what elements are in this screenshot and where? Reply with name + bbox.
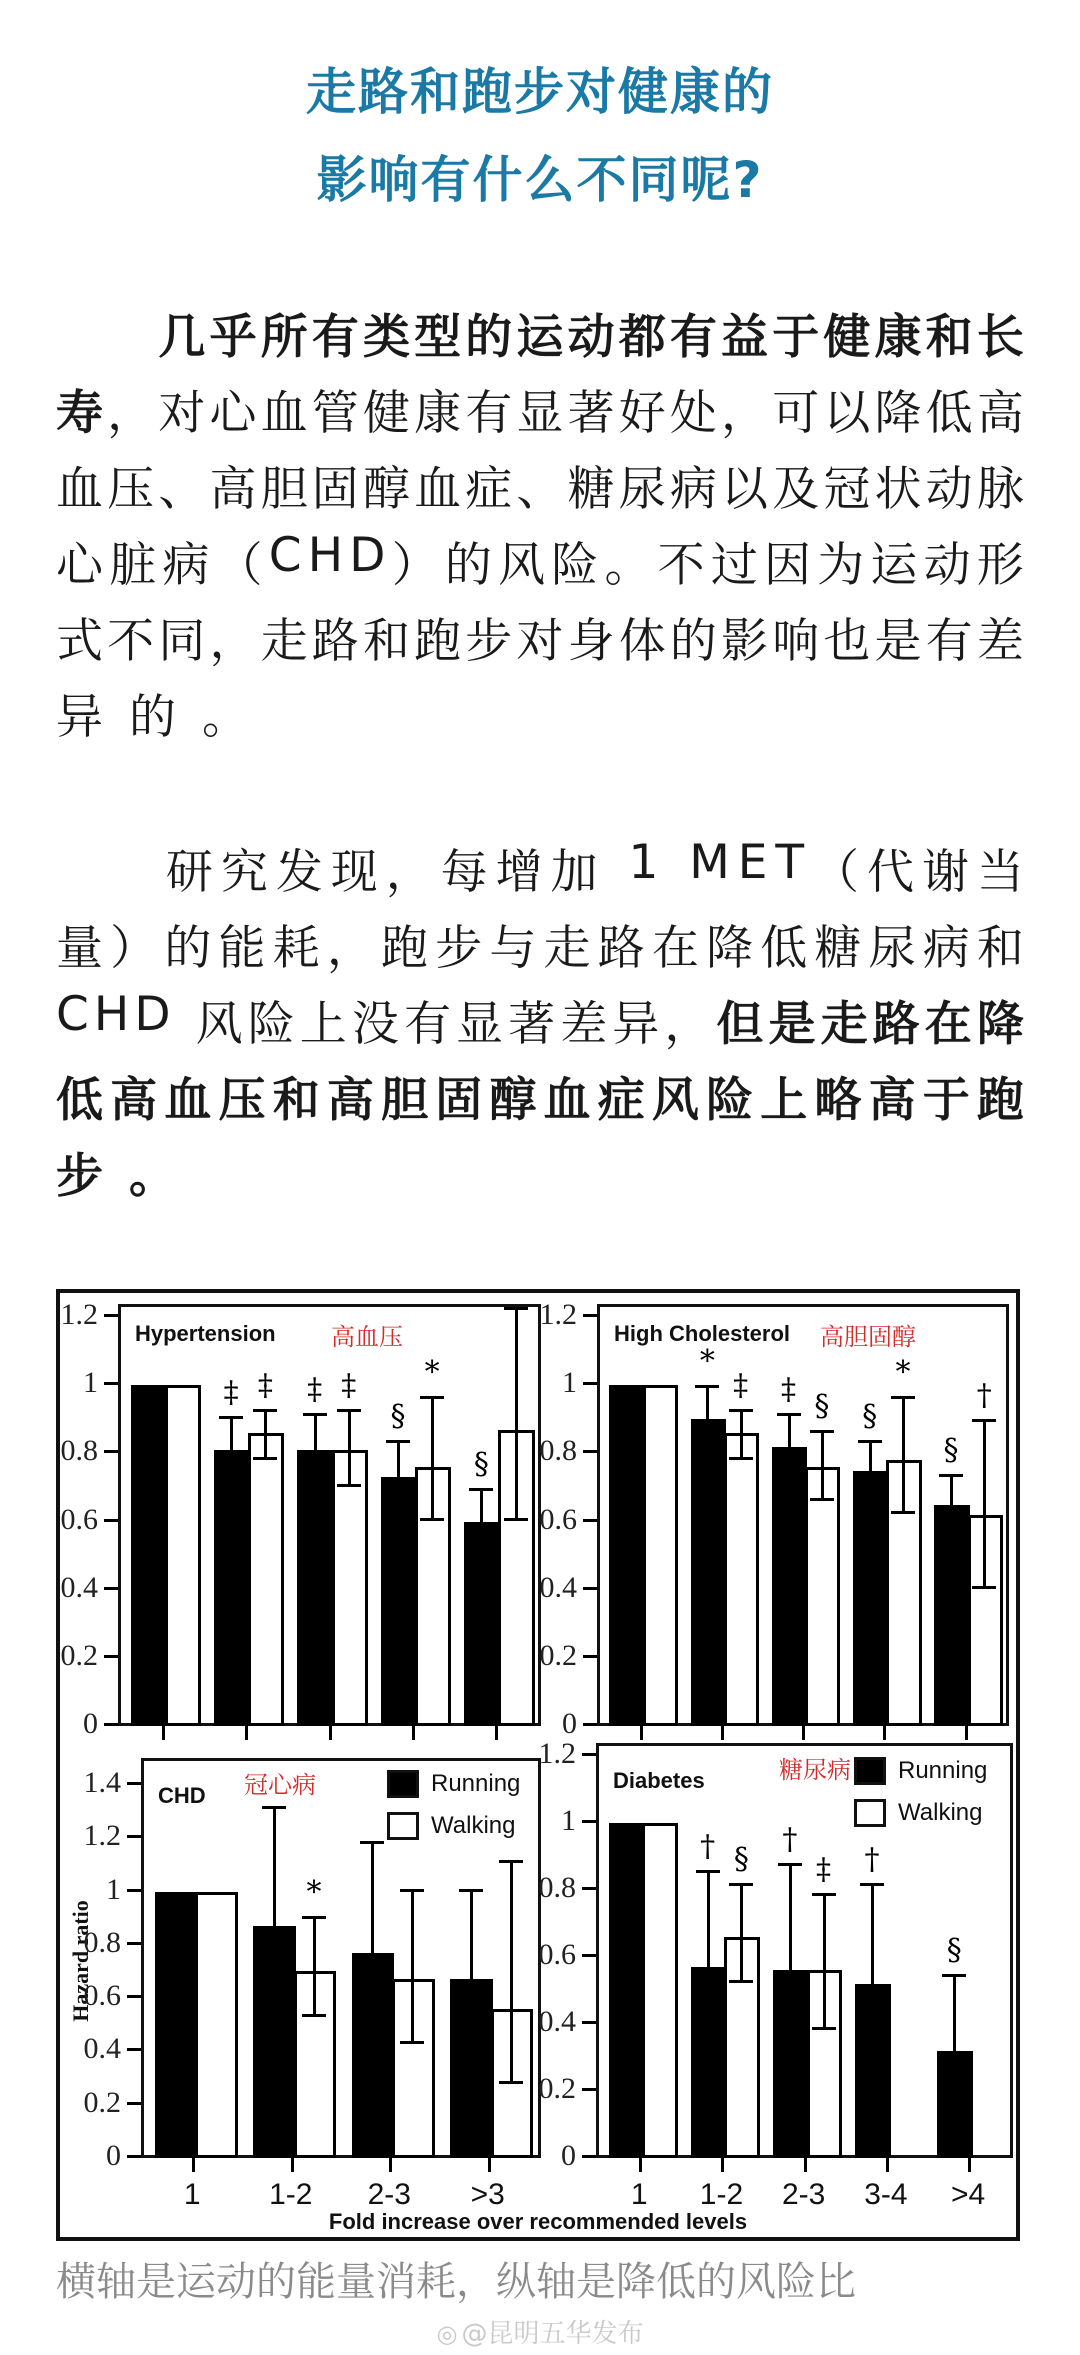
error-bar <box>789 1863 792 1970</box>
x-tick <box>721 2158 724 2172</box>
running-bar <box>691 1967 727 2158</box>
y-tick-label: 1 <box>83 1366 98 1400</box>
walking-bar <box>642 1823 678 2158</box>
figure-caption: 横轴是运动的能量消耗，纵轴是降低的风险比 <box>56 2259 856 2305</box>
y-tick <box>582 2088 596 2091</box>
running-bar <box>352 1953 394 2158</box>
title-line-1: 走路和跑步对健康的 <box>306 63 774 121</box>
error-cap <box>891 1511 915 1514</box>
significance-marker: ‡ <box>223 1375 239 1410</box>
y-tick <box>127 1889 141 1892</box>
running-bar <box>450 1979 492 2158</box>
significance-marker: † <box>976 1378 992 1414</box>
error-cap <box>939 1474 963 1477</box>
paragraph-line: 步 。 <box>56 1149 176 1204</box>
error-cap <box>810 1498 834 1501</box>
error-cap <box>469 1488 493 1491</box>
y-tick <box>583 1723 597 1726</box>
legend-label: Running <box>431 1770 521 1797</box>
paragraph-line: 血 压 、 高 胆 固 醇 血 症 、 糖 尿 病 以 及 冠 状 动 脉 <box>56 462 1024 517</box>
walking-bar <box>805 1467 840 1726</box>
paragraph-line: 式 不 同 ， 走 路 和 跑 步 对 身 体 的 影 响 也 是 有 差 <box>56 614 1024 669</box>
x-tick <box>640 1726 643 1740</box>
x-tick <box>883 1726 886 1740</box>
running-bar <box>381 1477 417 1726</box>
x-tick-label: 2-3 <box>781 2178 826 2211</box>
running-bar <box>609 1385 644 1726</box>
y-tick-label: 0 <box>83 1707 98 1740</box>
error-bar <box>264 1409 267 1457</box>
chart-panel-high-cholesterol <box>597 1304 1009 1726</box>
error-cap <box>420 1518 444 1521</box>
error-cap <box>729 1883 753 1886</box>
error-bar <box>314 1413 317 1450</box>
y-tick-label: 0.8 <box>83 1925 121 1959</box>
y-tick-label: 0.4 <box>539 1570 577 1604</box>
running-bar <box>773 1970 809 2158</box>
significance-marker: * <box>306 1874 322 1910</box>
y-tick-label: 0.2 <box>539 1638 577 1672</box>
y-tick-label: 1 <box>562 1366 577 1400</box>
y-tick-label: 0.6 <box>538 1938 576 1972</box>
error-cap <box>219 1416 243 1419</box>
y-tick <box>583 1519 597 1522</box>
error-cap <box>253 1457 277 1460</box>
error-bar <box>470 1889 473 1980</box>
paragraph-line: 心 脏 病 （ C H D ） 的 风 险 。 不 过 因 为 运 动 形 <box>56 528 1024 593</box>
running-bar <box>691 1419 726 1726</box>
error-cap <box>810 1430 834 1433</box>
x-tick <box>802 1726 805 1740</box>
running-bar <box>853 1471 888 1726</box>
y-tick <box>127 2102 141 2105</box>
running-bar <box>155 1892 197 2158</box>
y-tick <box>104 1723 118 1726</box>
y-tick <box>583 1314 597 1317</box>
error-bar <box>371 1841 374 1953</box>
significance-marker: § <box>862 1398 878 1434</box>
error-cap <box>860 1883 884 1886</box>
x-tick <box>639 2158 642 2172</box>
y-tick <box>127 2155 141 2158</box>
running-bar <box>297 1450 333 1726</box>
error-cap <box>337 1409 361 1412</box>
y-tick-label: 1.2 <box>60 1298 98 1332</box>
y-tick <box>582 1753 596 1756</box>
error-cap <box>777 1413 801 1416</box>
significance-marker: § <box>943 1432 959 1468</box>
error-bar <box>788 1413 791 1447</box>
y-tick-label: 1.4 <box>83 1765 121 1799</box>
x-axis-title: Fold increase over recommended levels <box>328 2209 748 2234</box>
panel-title-cn: 高胆固醇 <box>820 1323 916 1351</box>
error-bar <box>230 1416 233 1450</box>
error-cap <box>696 1870 720 1873</box>
error-bar <box>411 1889 414 2041</box>
y-tick-label: 0 <box>562 1707 577 1740</box>
y-tick-label: 1 <box>106 1872 121 1906</box>
y-tick-label: 0.6 <box>60 1502 98 1536</box>
x-tick <box>329 1726 332 1740</box>
significance-marker: ‡ <box>733 1368 749 1404</box>
y-tick <box>583 1655 597 1658</box>
title-line-2: 影响有什么不同呢? <box>316 151 764 209</box>
y-tick-label: 0.6 <box>539 1502 577 1536</box>
x-tick-label: 1 <box>630 2178 648 2211</box>
y-tick <box>104 1314 118 1317</box>
y-tick-label: 0.4 <box>60 1570 98 1604</box>
y-tick <box>127 1782 141 1785</box>
error-bar <box>431 1396 434 1519</box>
y-tick-label: 1.2 <box>539 1298 577 1332</box>
x-tick-label: 1 <box>183 2178 201 2211</box>
y-tick-label: 1.2 <box>538 1737 576 1771</box>
error-bar <box>740 1409 743 1457</box>
x-tick-label: 2-3 <box>367 2178 411 2211</box>
y-tick <box>583 1587 597 1590</box>
error-cap <box>729 1457 753 1460</box>
watermark <box>0 2313 1080 2350</box>
legend-swatch <box>387 1770 419 1798</box>
error-cap <box>337 1484 361 1487</box>
x-tick <box>245 1726 248 1740</box>
x-tick <box>162 1726 165 1740</box>
y-tick <box>127 1995 141 1998</box>
y-tick <box>583 1450 597 1453</box>
walking-bar <box>248 1433 284 1726</box>
paragraph-line: 研 究 发 现 ， 每 增 加 1 M E T （ 代 谢 当 <box>165 835 1024 900</box>
x-tick-label: 1-2 <box>269 2178 313 2211</box>
error-cap <box>499 1860 523 1863</box>
panel-title: Hypertension <box>135 1321 276 1346</box>
significance-marker: † <box>782 1822 798 1858</box>
y-tick <box>583 1382 597 1385</box>
y-tick-label: 0.6 <box>83 1979 121 2013</box>
error-bar <box>950 1474 953 1505</box>
error-bar <box>480 1488 483 1522</box>
weibo-icon: ◎ <box>436 2320 458 2348</box>
x-tick <box>389 2158 392 2172</box>
error-bar <box>397 1440 400 1477</box>
y-tick-label: 0.8 <box>60 1434 98 1468</box>
walking-bar <box>195 1892 237 2158</box>
chart-panel-diabetes <box>596 1743 1013 2158</box>
error-cap <box>858 1440 882 1443</box>
error-bar <box>983 1419 986 1586</box>
legend-item-running <box>854 1756 987 1786</box>
walking-bar <box>165 1385 201 1726</box>
legend-label: Walking <box>431 1812 516 1839</box>
y-tick-label: 0.4 <box>83 2032 121 2066</box>
error-bar <box>273 1806 276 1926</box>
y-tick-label: 1 <box>561 1804 576 1838</box>
y-tick <box>127 1942 141 1945</box>
watermark-text: @昆明五华发布 <box>461 2319 644 2349</box>
legend-swatch <box>854 1757 886 1785</box>
y-tick <box>582 1820 596 1823</box>
x-tick <box>804 2158 807 2172</box>
x-tick <box>721 1726 724 1740</box>
x-tick <box>192 2158 195 2172</box>
x-tick <box>968 2158 971 2172</box>
error-cap <box>360 1841 384 1844</box>
panel-title-cn: 糖尿病 <box>779 1756 851 1784</box>
y-tick <box>127 1835 141 1838</box>
x-tick <box>412 1726 415 1740</box>
significance-marker: * <box>424 1354 440 1390</box>
legend-item-walking <box>387 1811 515 1841</box>
error-bar <box>953 1974 956 2051</box>
error-cap <box>302 2014 326 2017</box>
paragraph-line: 寿 ， 对 心 血 管 健 康 有 显 著 好 处 ， 可 以 降 低 高 <box>56 386 1024 441</box>
chart-panel-hypertension <box>118 1304 541 1726</box>
y-tick <box>582 1954 596 1957</box>
error-bar <box>740 1883 743 1980</box>
y-tick-label: 0.8 <box>539 1434 577 1468</box>
significance-marker: § <box>946 1932 962 1968</box>
error-bar <box>706 1385 709 1419</box>
error-cap <box>400 1889 424 1892</box>
x-tick-label: 1-2 <box>699 2178 744 2211</box>
significance-marker: § <box>473 1446 489 1482</box>
running-bar <box>934 1505 969 1726</box>
legend-swatch <box>854 1799 886 1827</box>
error-cap <box>386 1440 410 1443</box>
legend-item-walking <box>854 1798 982 1828</box>
running-bar <box>214 1450 250 1726</box>
error-bar <box>902 1396 905 1512</box>
significance-marker: § <box>390 1398 406 1434</box>
panel-title-cn: 冠心病 <box>244 1771 316 1799</box>
error-bar <box>348 1409 351 1484</box>
significance-marker: † <box>864 1842 880 1878</box>
walking-bar <box>724 1433 759 1726</box>
error-cap <box>400 2041 424 2044</box>
error-cap <box>262 1806 286 1809</box>
panel-title-cn: 高血压 <box>331 1323 403 1351</box>
y-axis-title: Hazard ratio <box>67 1900 93 2022</box>
error-cap <box>302 1916 326 1919</box>
error-cap <box>972 1419 996 1422</box>
significance-marker: § <box>733 1842 749 1878</box>
x-tick <box>886 2158 889 2172</box>
error-cap <box>459 1889 483 1892</box>
x-tick <box>291 2158 294 2172</box>
y-tick-label: 0 <box>561 2139 576 2172</box>
error-bar <box>515 1307 518 1518</box>
significance-marker: † <box>700 1828 716 1864</box>
error-cap <box>812 2027 836 2030</box>
error-bar <box>313 1916 316 2015</box>
running-bar <box>131 1385 167 1726</box>
x-tick <box>495 1726 498 1740</box>
error-cap <box>778 1863 802 1866</box>
error-bar <box>821 1430 824 1498</box>
error-bar <box>823 1893 826 2027</box>
error-cap <box>729 1980 753 1983</box>
legend-label: Running <box>898 1757 988 1784</box>
running-bar <box>772 1447 807 1726</box>
y-tick-label: 0.4 <box>538 2005 576 2039</box>
error-cap <box>942 1974 966 1977</box>
x-tick-label: >3 <box>470 2178 505 2211</box>
legend-label: Walking <box>898 1799 983 1826</box>
error-bar <box>869 1440 872 1471</box>
x-tick-label: 3-4 <box>864 2178 908 2211</box>
running-bar <box>609 1823 645 2158</box>
walking-bar <box>643 1385 678 1726</box>
legend-swatch <box>387 1812 419 1840</box>
error-cap <box>420 1396 444 1399</box>
x-tick <box>965 1726 968 1740</box>
y-tick <box>104 1450 118 1453</box>
running-bar <box>253 1926 295 2158</box>
paragraph-line: 异 的 。 <box>56 690 249 745</box>
y-tick <box>582 2155 596 2158</box>
y-tick <box>104 1587 118 1590</box>
running-bar <box>464 1522 500 1726</box>
running-bar <box>937 2051 973 2158</box>
paragraph-line: C H D 风 险 上 没 有 显 著 差 异 ， 但 是 走 路 在 降 <box>56 987 1024 1052</box>
panel-title: Diabetes <box>613 1768 705 1793</box>
hazard-ratio-figure <box>56 1289 1020 2241</box>
error-cap <box>972 1586 996 1589</box>
y-tick <box>127 2048 141 2051</box>
error-cap <box>812 1893 836 1896</box>
y-tick <box>582 1887 596 1890</box>
y-tick-label: 0.2 <box>538 2072 576 2105</box>
chart-panel-chd <box>141 1758 541 2158</box>
significance-marker: ‡ <box>257 1368 273 1404</box>
y-tick-label: 0.2 <box>60 1638 98 1672</box>
y-tick-label: 1.2 <box>83 1819 121 1853</box>
significance-marker: * <box>895 1354 911 1390</box>
error-cap <box>729 1409 753 1412</box>
significance-marker: ‡ <box>341 1368 357 1404</box>
significance-marker: ‡ <box>307 1371 323 1407</box>
significance-marker: ‡ <box>816 1852 832 1888</box>
error-cap <box>303 1413 327 1416</box>
significance-marker: § <box>814 1388 830 1424</box>
y-tick-label: 0 <box>106 2139 121 2172</box>
legend-item-running <box>387 1769 520 1799</box>
panel-title: CHD <box>158 1783 206 1808</box>
x-tick <box>488 2158 491 2172</box>
paragraph-line: 几 乎 所 有 类 型 的 运 动 都 有 益 于 健 康 和 长 <box>158 310 1024 365</box>
panel-title: High Cholesterol <box>614 1321 791 1346</box>
y-tick <box>104 1519 118 1522</box>
y-tick <box>582 2021 596 2024</box>
significance-marker: ‡ <box>781 1371 797 1407</box>
error-cap <box>253 1409 277 1412</box>
y-tick <box>104 1382 118 1385</box>
error-bar <box>510 1860 513 2081</box>
paragraph-line: 低 高 血 压 和 高 胆 固 醇 血 症 风 险 上 略 高 于 跑 <box>56 1073 1024 1128</box>
y-tick-label: 0.2 <box>83 2085 121 2119</box>
y-tick <box>104 1655 118 1658</box>
significance-marker: * <box>699 1344 715 1380</box>
error-cap <box>695 1385 719 1388</box>
x-tick-label: >4 <box>950 2178 986 2211</box>
y-tick-label: 0.8 <box>538 1871 576 1905</box>
paragraph-line: 量 ） 的 能 耗 ， 跑 步 与 走 路 在 降 低 糖 尿 病 和 <box>56 921 1024 976</box>
error-bar <box>871 1883 874 1983</box>
walking-bar <box>332 1450 368 1726</box>
running-bar <box>855 1984 891 2158</box>
error-bar <box>707 1870 710 1967</box>
error-cap <box>891 1396 915 1399</box>
